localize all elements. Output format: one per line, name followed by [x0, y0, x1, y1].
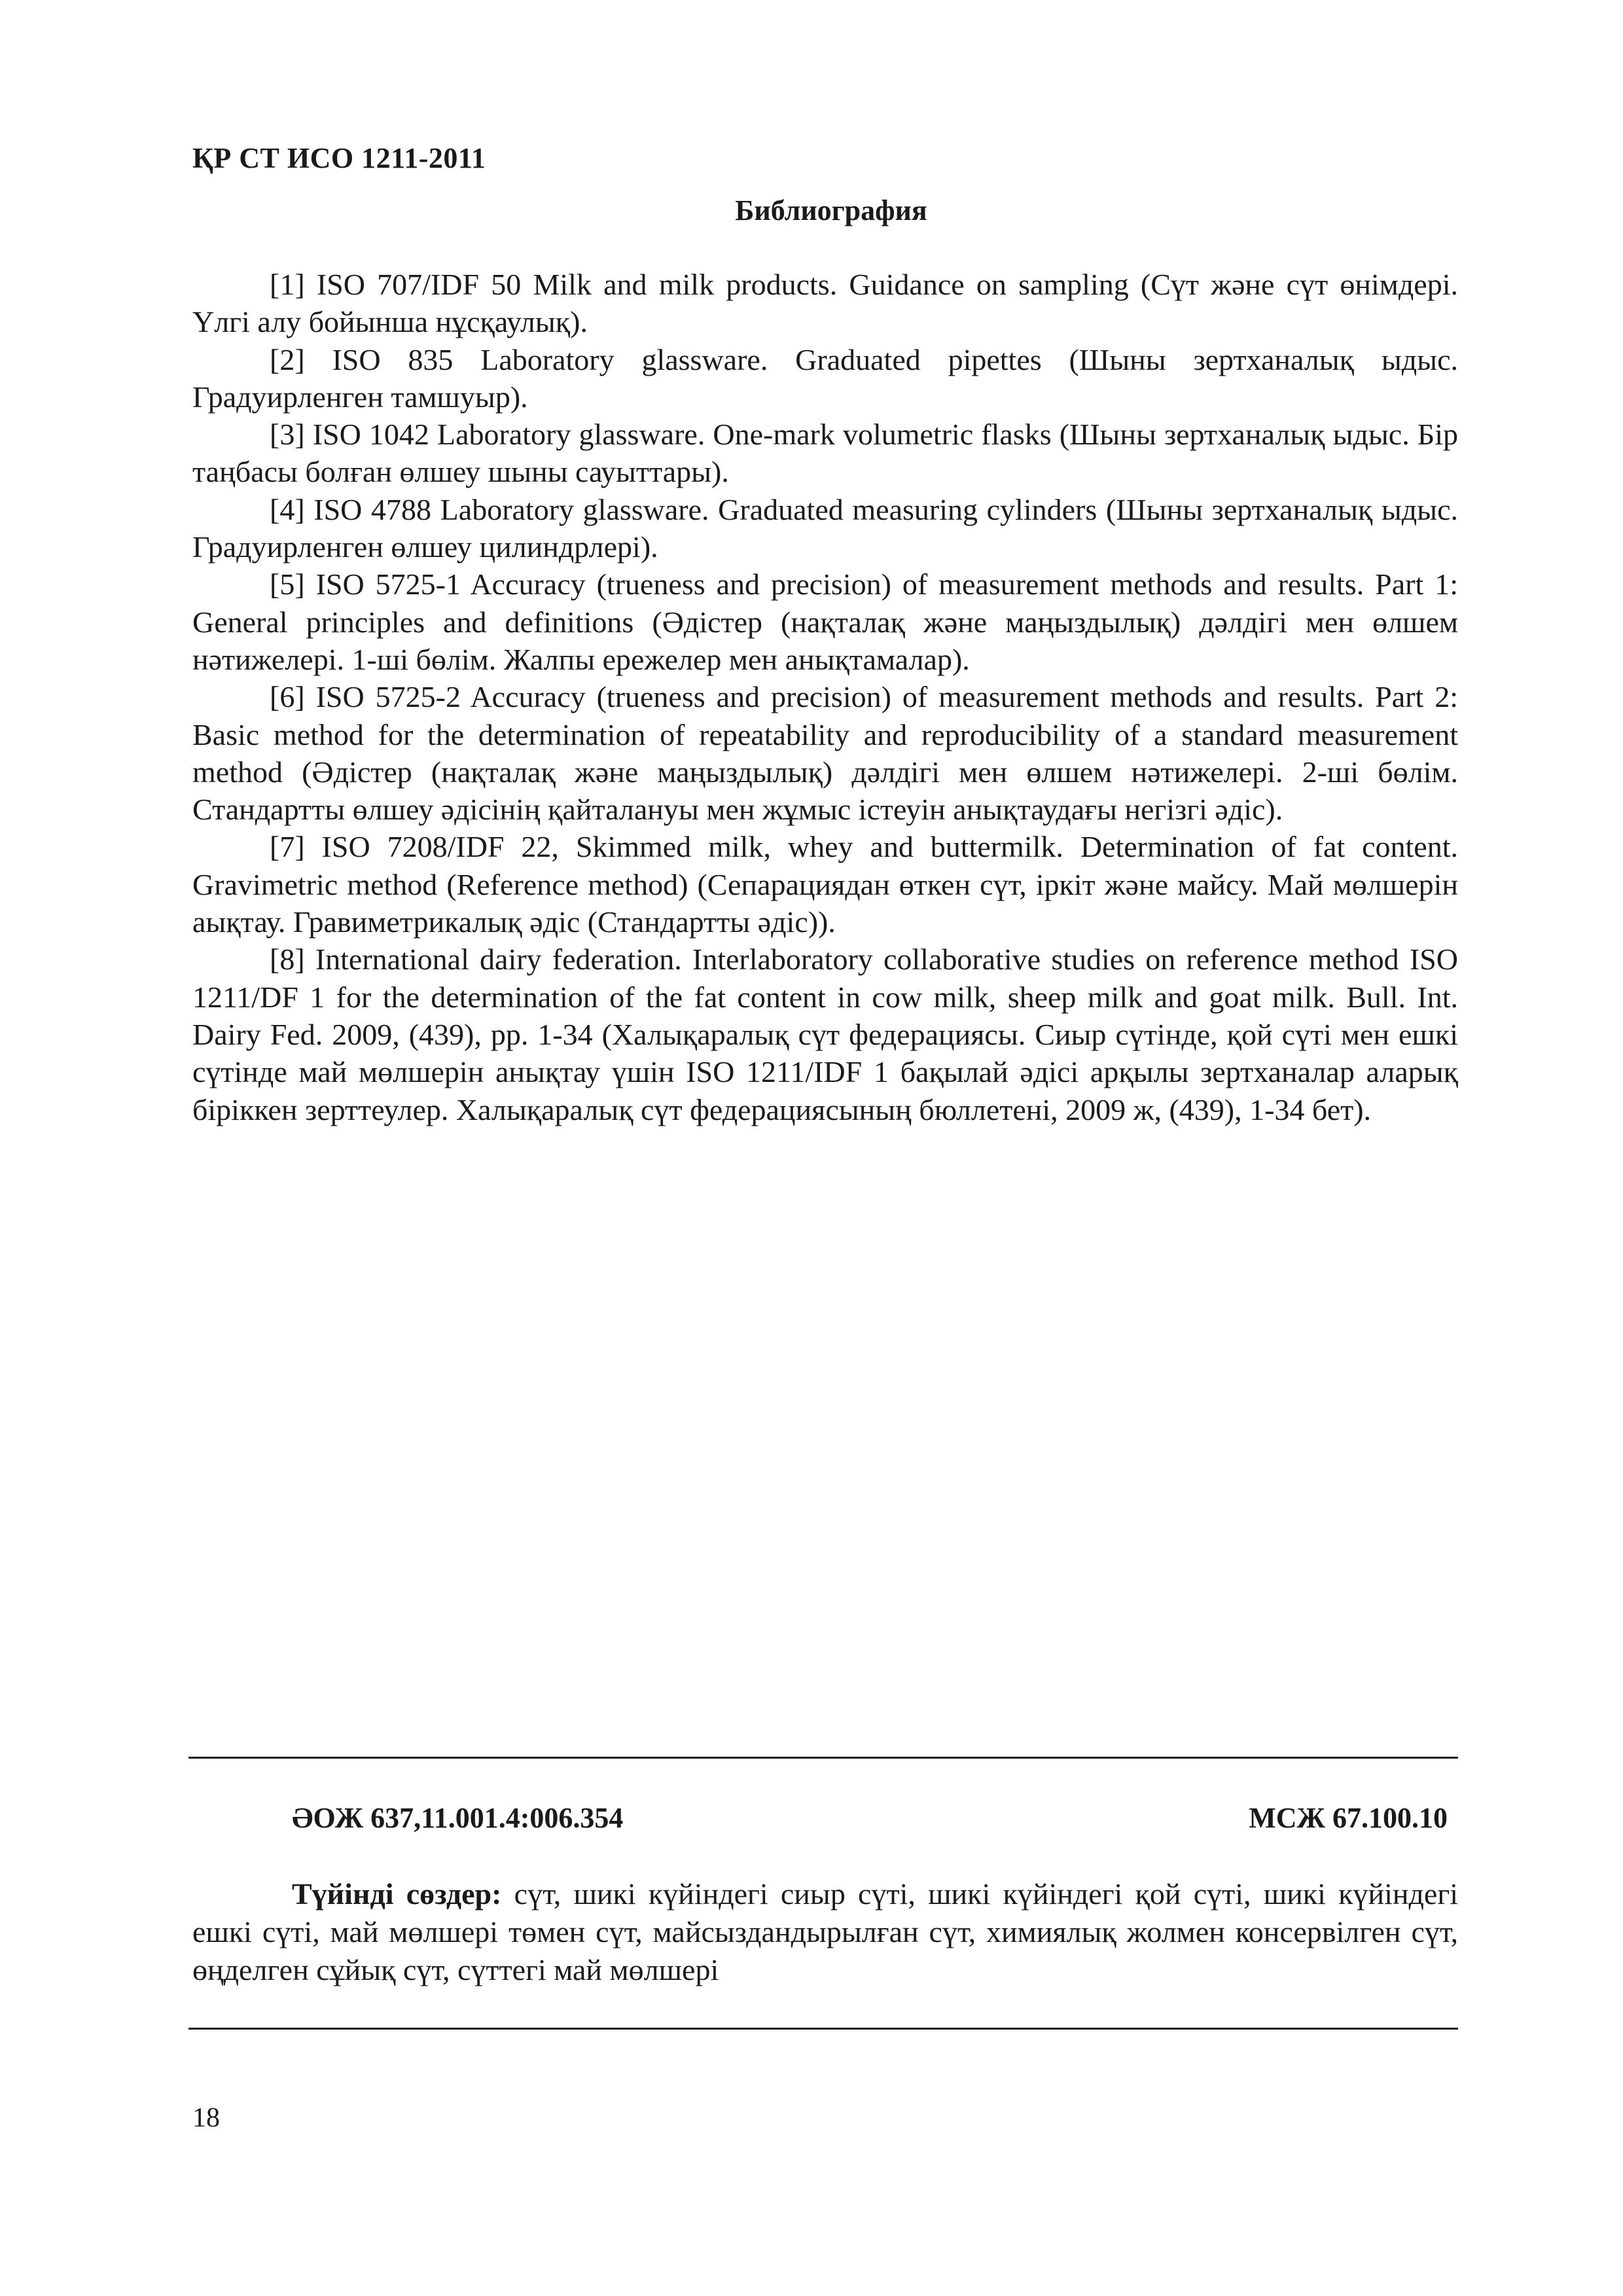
bibliography-title: Библиография — [735, 194, 927, 226]
bottom-divider — [188, 2028, 1458, 2030]
page-number: 18 — [192, 2103, 220, 2133]
standard-code-header: ҚР СТ ИСО 1211-2011 — [192, 142, 486, 174]
keywords-label: Түйінді сөздер: — [292, 1877, 502, 1910]
bibliography-entry-4: [4] ISO 4788 Laboratory glassware. Graduated measuring cylinders (Шыны зертханалық ыдыс. Градуирленген өлшеу цилиндрлері). — [192, 492, 1458, 564]
bibliography-entry-8: [8] International dairy federation. Interlaboratory collaborative studies on reference method ISO 1211/DF 1 for the determination of the fat content in cow milk, sheep milk and goat milk. Bull. Int. Dairy Fed. 2009, (439), pp. 1-34 (Халықаралық сүт федерациясы. Сиыр сүтінде, қой сүті мен ешкі сүтінде май мөлшерін анықтау үшін ISO 1211/IDF 1 бақылай әдісі арқылы зертханалар аларық біріккен зерттеулер. Халықаралық сүт федерациясының бюллетені, 2009 ж, (439), 1-34 бет). — [192, 942, 1458, 1126]
bibliography-list — [192, 266, 1458, 1128]
keywords-text: сүт, шикі күйіндегі сиыр сүті, шикі күйіндегі қой сүті, шикі күйіндегі ешкі сүті, май мөлшері төмен сүт, майсыздандырылған сүт, химиялық жолмен консервілген сүт, өңделген сұйық сүт, сүттегі май мөлшері — [192, 1877, 1458, 1986]
bibliography-entry-6: [6] ISO 5725-2 Accuracy (trueness and precision) of measurement methods and results. Part 2: Basic method for the determination of repeatability and reproducibility of a standard measurement method (Әдістер (нақталақ және маңыздылық) дәлдігі мен өлшем нәтижелері. 2-ші бөлім. Стандартты өлшеу әдісінің қайталануы мен жұмыс істеуін анықтаудағы негізгі әдіс). — [192, 680, 1458, 827]
bibliography-entry-2: [2] ISO 835 Laboratory glassware. Graduated pipettes (Шыны зертханалық ыдыс. Градуирленген тамшуыр). — [192, 342, 1458, 414]
bibliography-entry-7: [7] ISO 7208/IDF 22, Skimmed milk, whey and buttermilk. Determination of fat content. Gravimetric method (Reference method) (Сепарациядан өткен сүт, іркіт және майсу. Май мөлшерін аықтау. Гравиметрикалық әдіс (Стандартты әдіс)). — [192, 830, 1458, 939]
top-divider — [188, 1757, 1458, 1759]
ics-code: МСЖ 67.100.10 — [1249, 1802, 1448, 1834]
udc-code: ӘОЖ 637,11.001.4:006.354 — [292, 1802, 624, 1834]
bibliography-entry-5: [5] ISO 5725-1 Accuracy (trueness and precision) of measurement methods and results. Part 1: General principles and definitions (Әдістер (нақталақ және маңыздылық) дәлдігі мен өлшем нәтижелері. 1-ші бөлім. Жалпы ережелер мен анықтамалар). — [192, 567, 1458, 676]
bibliography-entry-3: [3] ISO 1042 Laboratory glassware. One-mark volumetric flasks (Шыны зертханалық ыдыс. Бір таңбасы болған өлшеу шыны сауыттары). — [192, 418, 1458, 489]
bibliography-entry-1: [1] ISO 707/IDF 50 Milk and milk products. Guidance on sampling (Сүт және сүт өнімдері. Үлгі алу бойынша нұсқаулық). — [192, 268, 1458, 339]
keywords-paragraph — [192, 1875, 1458, 1989]
